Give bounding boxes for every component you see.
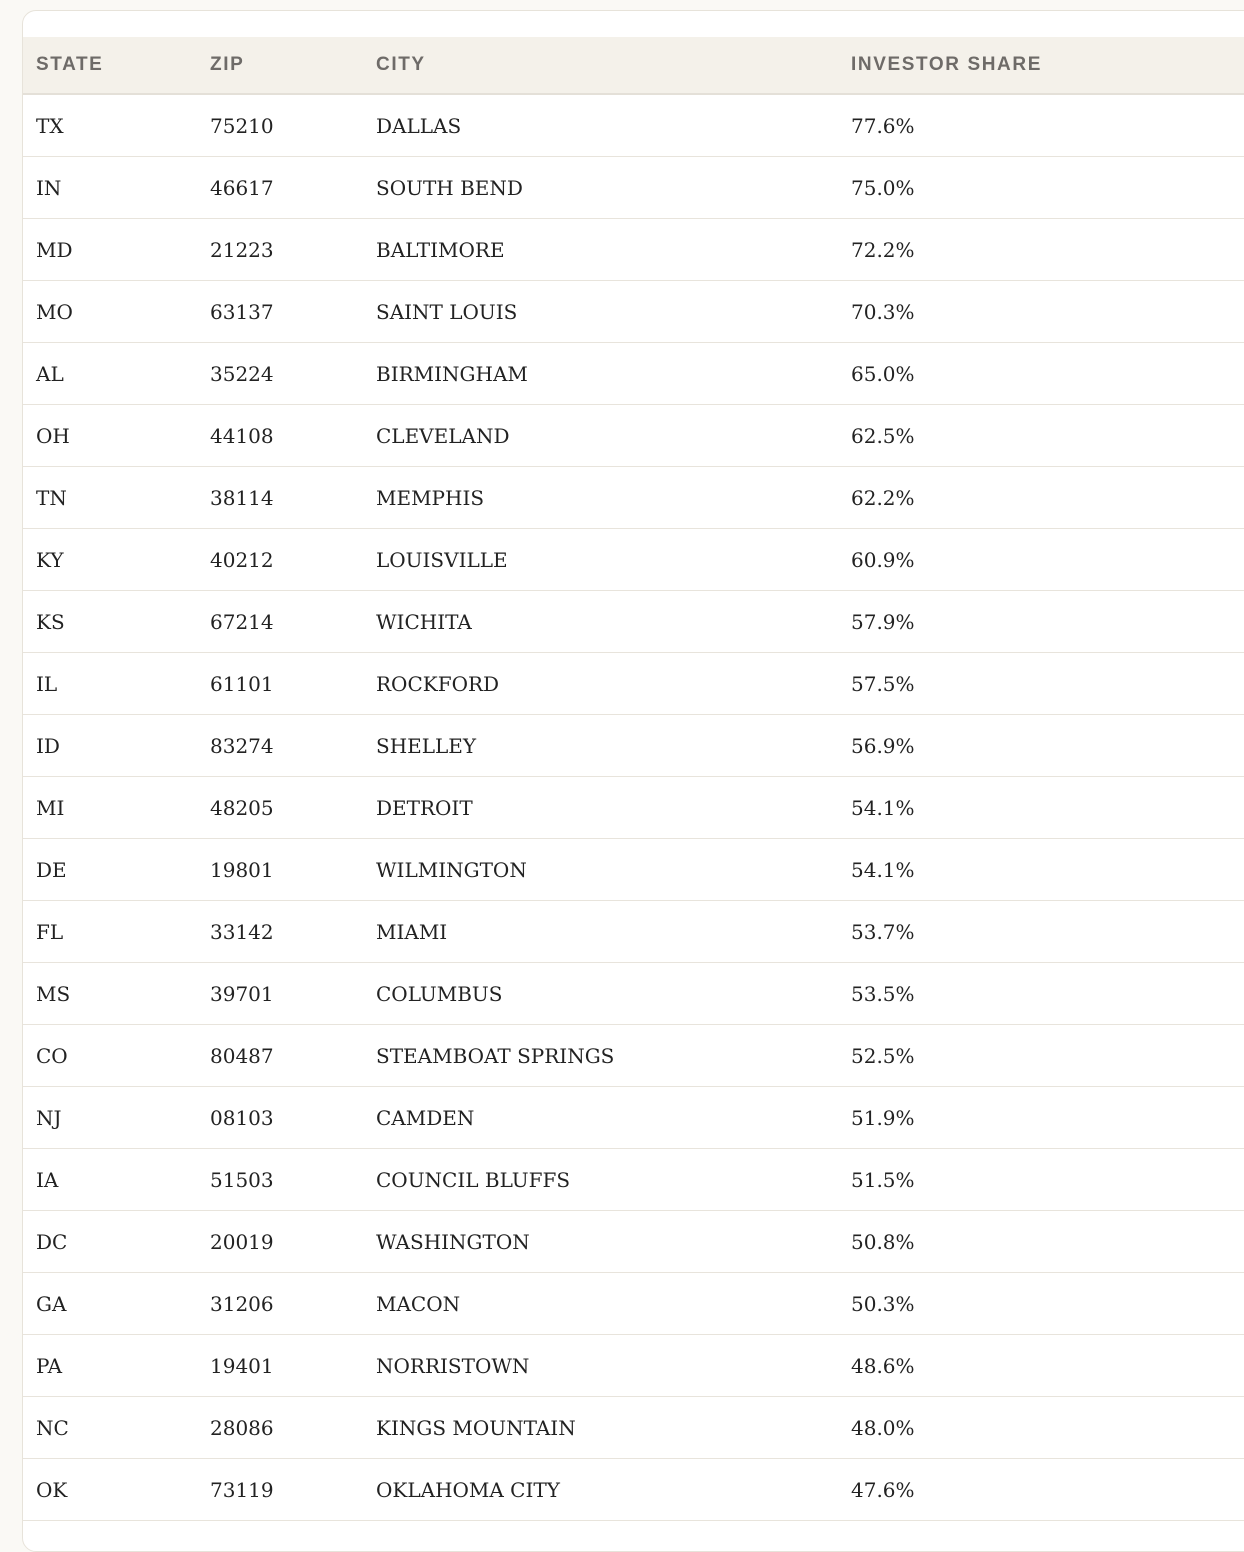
table-row: [23, 529, 1244, 591]
cell-city: SOUTH BEND: [363, 157, 838, 219]
table-row: [23, 1087, 1244, 1149]
cell-zip: 75210: [197, 94, 363, 157]
table-row: [23, 157, 1244, 219]
table-body: [23, 94, 1244, 1521]
cell-state: IL: [23, 653, 197, 715]
table-header: [23, 37, 1244, 94]
cell-state: FL: [23, 901, 197, 963]
cell-state: KS: [23, 591, 197, 653]
cell-investor-share: 50.8%: [838, 1211, 1244, 1273]
table-row: [23, 1397, 1244, 1459]
table-row: [23, 715, 1244, 777]
cell-state: AL: [23, 343, 197, 405]
cell-city: WICHITA: [363, 591, 838, 653]
cell-state: CO: [23, 1025, 197, 1087]
cell-zip: 44108: [197, 405, 363, 467]
table-row: [23, 467, 1244, 529]
cell-zip: 38114: [197, 467, 363, 529]
cell-zip: 28086: [197, 1397, 363, 1459]
table-row: [23, 1273, 1244, 1335]
cell-state: TX: [23, 94, 197, 157]
column-header-state[interactable]: STATE: [23, 37, 197, 94]
cell-city: COLUMBUS: [363, 963, 838, 1025]
investor-share-table: [23, 37, 1244, 1521]
cell-state: OH: [23, 405, 197, 467]
table-row: [23, 653, 1244, 715]
cell-investor-share: 77.6%: [838, 94, 1244, 157]
table-row: [23, 591, 1244, 653]
cell-city: WASHINGTON: [363, 1211, 838, 1273]
cell-investor-share: 51.9%: [838, 1087, 1244, 1149]
cell-investor-share: 62.2%: [838, 467, 1244, 529]
cell-investor-share: 47.6%: [838, 1459, 1244, 1521]
cell-city: KINGS MOUNTAIN: [363, 1397, 838, 1459]
cell-zip: 39701: [197, 963, 363, 1025]
cell-city: BIRMINGHAM: [363, 343, 838, 405]
table-row: [23, 1211, 1244, 1273]
cell-investor-share: 50.3%: [838, 1273, 1244, 1335]
cell-state: MS: [23, 963, 197, 1025]
cell-investor-share: 57.9%: [838, 591, 1244, 653]
column-header-city[interactable]: CITY: [363, 37, 838, 94]
cell-city: MEMPHIS: [363, 467, 838, 529]
cell-state: OK: [23, 1459, 197, 1521]
cell-state: IN: [23, 157, 197, 219]
cell-zip: 35224: [197, 343, 363, 405]
cell-zip: 48205: [197, 777, 363, 839]
cell-city: OKLAHOMA CITY: [363, 1459, 838, 1521]
cell-state: MD: [23, 219, 197, 281]
header-row: [23, 37, 1244, 94]
table-row: [23, 839, 1244, 901]
table-row: [23, 777, 1244, 839]
cell-investor-share: 54.1%: [838, 839, 1244, 901]
cell-investor-share: 53.5%: [838, 963, 1244, 1025]
table-row: [23, 1459, 1244, 1521]
cell-zip: 80487: [197, 1025, 363, 1087]
cell-zip: 21223: [197, 219, 363, 281]
cell-investor-share: 51.5%: [838, 1149, 1244, 1211]
column-header-investor-share[interactable]: INVESTOR SHARE: [838, 37, 1244, 94]
cell-zip: 51503: [197, 1149, 363, 1211]
cell-state: GA: [23, 1273, 197, 1335]
cell-state: NC: [23, 1397, 197, 1459]
cell-investor-share: 52.5%: [838, 1025, 1244, 1087]
cell-state: KY: [23, 529, 197, 591]
cell-state: ID: [23, 715, 197, 777]
cell-state: PA: [23, 1335, 197, 1397]
cell-zip: 67214: [197, 591, 363, 653]
cell-zip: 31206: [197, 1273, 363, 1335]
cell-zip: 61101: [197, 653, 363, 715]
column-header-zip[interactable]: ZIP: [197, 37, 363, 94]
cell-investor-share: 60.9%: [838, 529, 1244, 591]
cell-state: IA: [23, 1149, 197, 1211]
cell-zip: 19801: [197, 839, 363, 901]
table-card: [22, 10, 1244, 1552]
cell-zip: 20019: [197, 1211, 363, 1273]
cell-zip: 19401: [197, 1335, 363, 1397]
table-container: [23, 37, 1244, 1521]
cell-investor-share: 56.9%: [838, 715, 1244, 777]
cell-zip: 83274: [197, 715, 363, 777]
cell-zip: 33142: [197, 901, 363, 963]
cell-city: SHELLEY: [363, 715, 838, 777]
cell-investor-share: 62.5%: [838, 405, 1244, 467]
cell-city: CAMDEN: [363, 1087, 838, 1149]
cell-zip: 73119: [197, 1459, 363, 1521]
cell-city: CLEVELAND: [363, 405, 838, 467]
cell-city: DALLAS: [363, 94, 838, 157]
cell-state: NJ: [23, 1087, 197, 1149]
cell-zip: 08103: [197, 1087, 363, 1149]
cell-zip: 46617: [197, 157, 363, 219]
cell-city: STEAMBOAT SPRINGS: [363, 1025, 838, 1087]
cell-investor-share: 54.1%: [838, 777, 1244, 839]
table-row: [23, 963, 1244, 1025]
cell-city: MACON: [363, 1273, 838, 1335]
cell-state: DE: [23, 839, 197, 901]
cell-investor-share: 65.0%: [838, 343, 1244, 405]
cell-state: TN: [23, 467, 197, 529]
cell-investor-share: 53.7%: [838, 901, 1244, 963]
cell-city: COUNCIL BLUFFS: [363, 1149, 838, 1211]
table-row: [23, 1025, 1244, 1087]
cell-state: DC: [23, 1211, 197, 1273]
cell-zip: 63137: [197, 281, 363, 343]
cell-state: MI: [23, 777, 197, 839]
cell-city: BALTIMORE: [363, 219, 838, 281]
cell-city: DETROIT: [363, 777, 838, 839]
table-row: [23, 901, 1244, 963]
table-row: [23, 405, 1244, 467]
table-row: [23, 219, 1244, 281]
table-row: [23, 343, 1244, 405]
cell-city: LOUISVILLE: [363, 529, 838, 591]
cell-city: ROCKFORD: [363, 653, 838, 715]
cell-city: SAINT LOUIS: [363, 281, 838, 343]
cell-investor-share: 48.6%: [838, 1335, 1244, 1397]
cell-investor-share: 75.0%: [838, 157, 1244, 219]
table-row: [23, 1149, 1244, 1211]
cell-investor-share: 72.2%: [838, 219, 1244, 281]
table-row: [23, 281, 1244, 343]
cell-investor-share: 48.0%: [838, 1397, 1244, 1459]
table-row: [23, 1335, 1244, 1397]
cell-city: MIAMI: [363, 901, 838, 963]
cell-state: MO: [23, 281, 197, 343]
cell-city: NORRISTOWN: [363, 1335, 838, 1397]
cell-investor-share: 57.5%: [838, 653, 1244, 715]
cell-city: WILMINGTON: [363, 839, 838, 901]
cell-investor-share: 70.3%: [838, 281, 1244, 343]
cell-zip: 40212: [197, 529, 363, 591]
table-row: [23, 94, 1244, 157]
